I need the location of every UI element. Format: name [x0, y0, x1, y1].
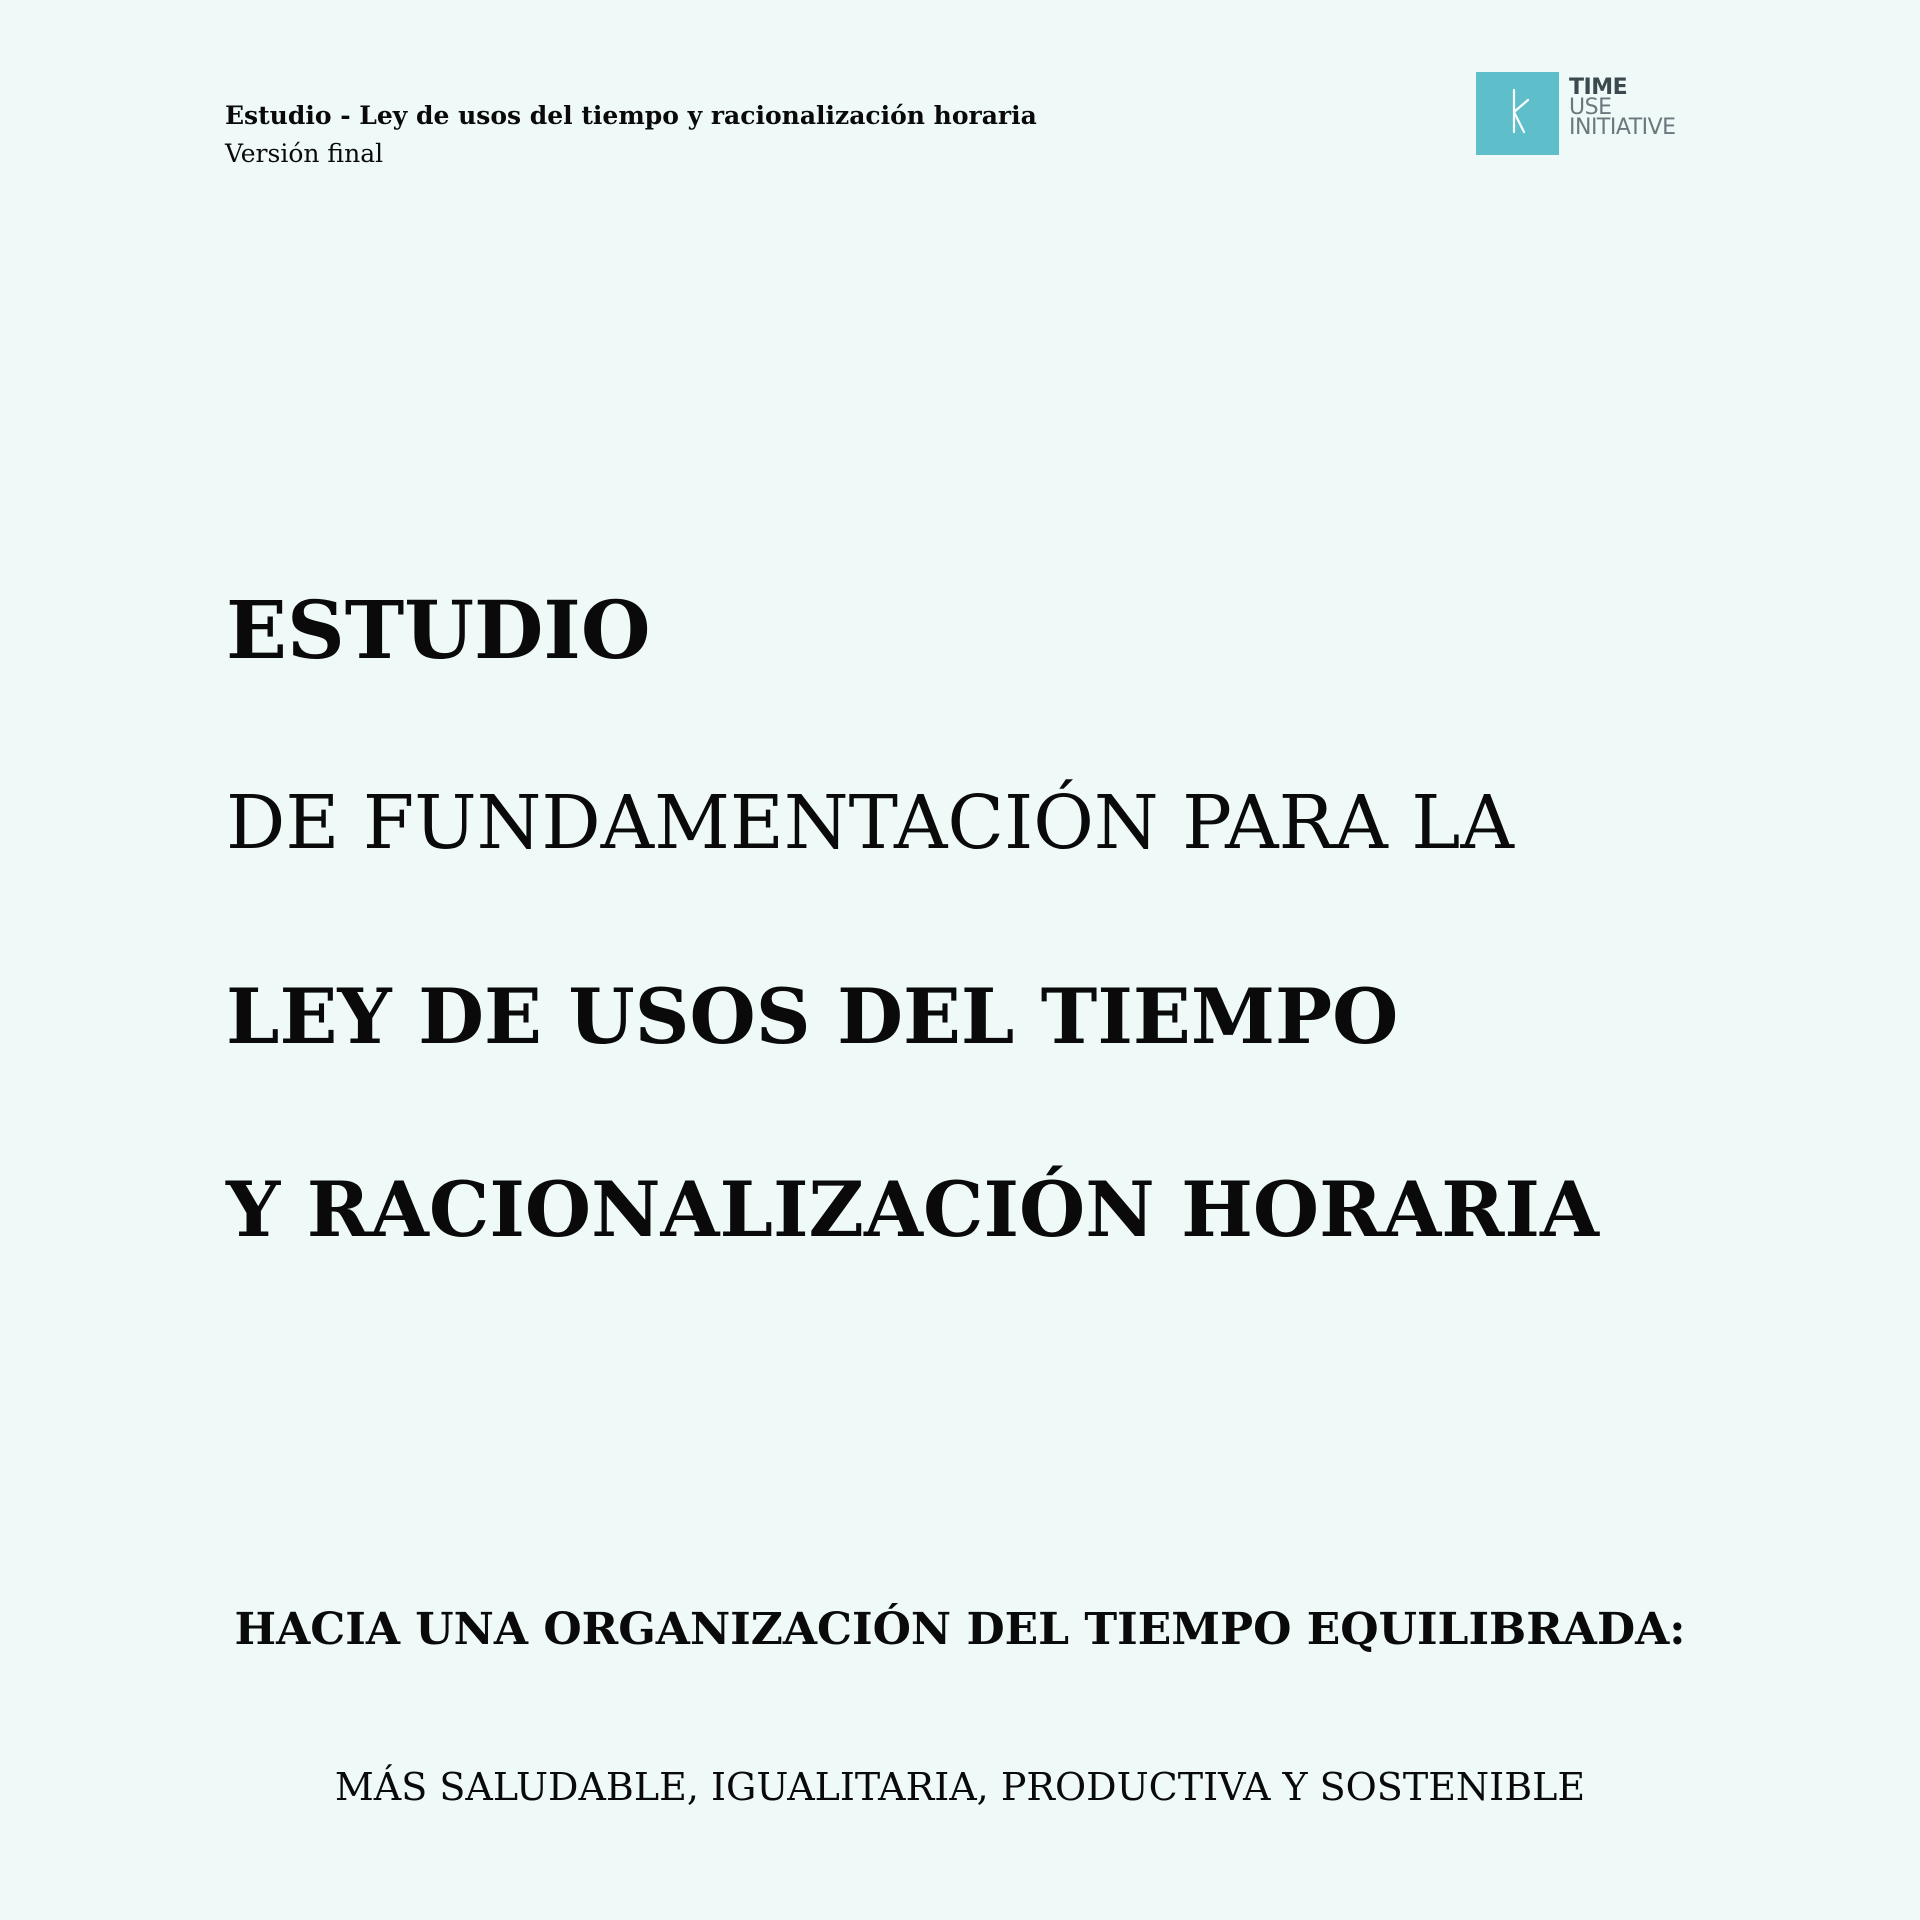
tagline: MÁS SALUDABLE, IGUALITARIA, PRODUCTIVA Y SOSTENIBLE [334, 1765, 1586, 1809]
logo-wordmark [1569, 75, 1676, 140]
logo-line-initiative: INITIATIVE [1569, 115, 1676, 140]
header-version: Versión final [225, 139, 384, 168]
header-title: Estudio - Ley de usos del tiempo y racionalización horaria [225, 101, 1037, 130]
title-line-4: Y RACIONALIZACIÓN HORARIA [226, 1165, 1599, 1254]
logo-line-time: TIME [1569, 75, 1628, 100]
subtitle: HACIA UNA ORGANIZACIÓN DEL TIEMPO EQUILIBRADA: [234, 1604, 1686, 1655]
logo-mark-icon [1476, 72, 1559, 155]
document-header [225, 100, 1037, 170]
time-use-initiative-logo [1476, 72, 1676, 155]
logo-line-use: USE [1569, 95, 1612, 120]
title-line-1: ESTUDIO [226, 583, 651, 677]
title-line-3: LEY DE USOS DEL TIEMPO [226, 972, 1399, 1061]
title-line-2: DE FUNDAMENTACIÓN PARA LA [226, 780, 1514, 866]
